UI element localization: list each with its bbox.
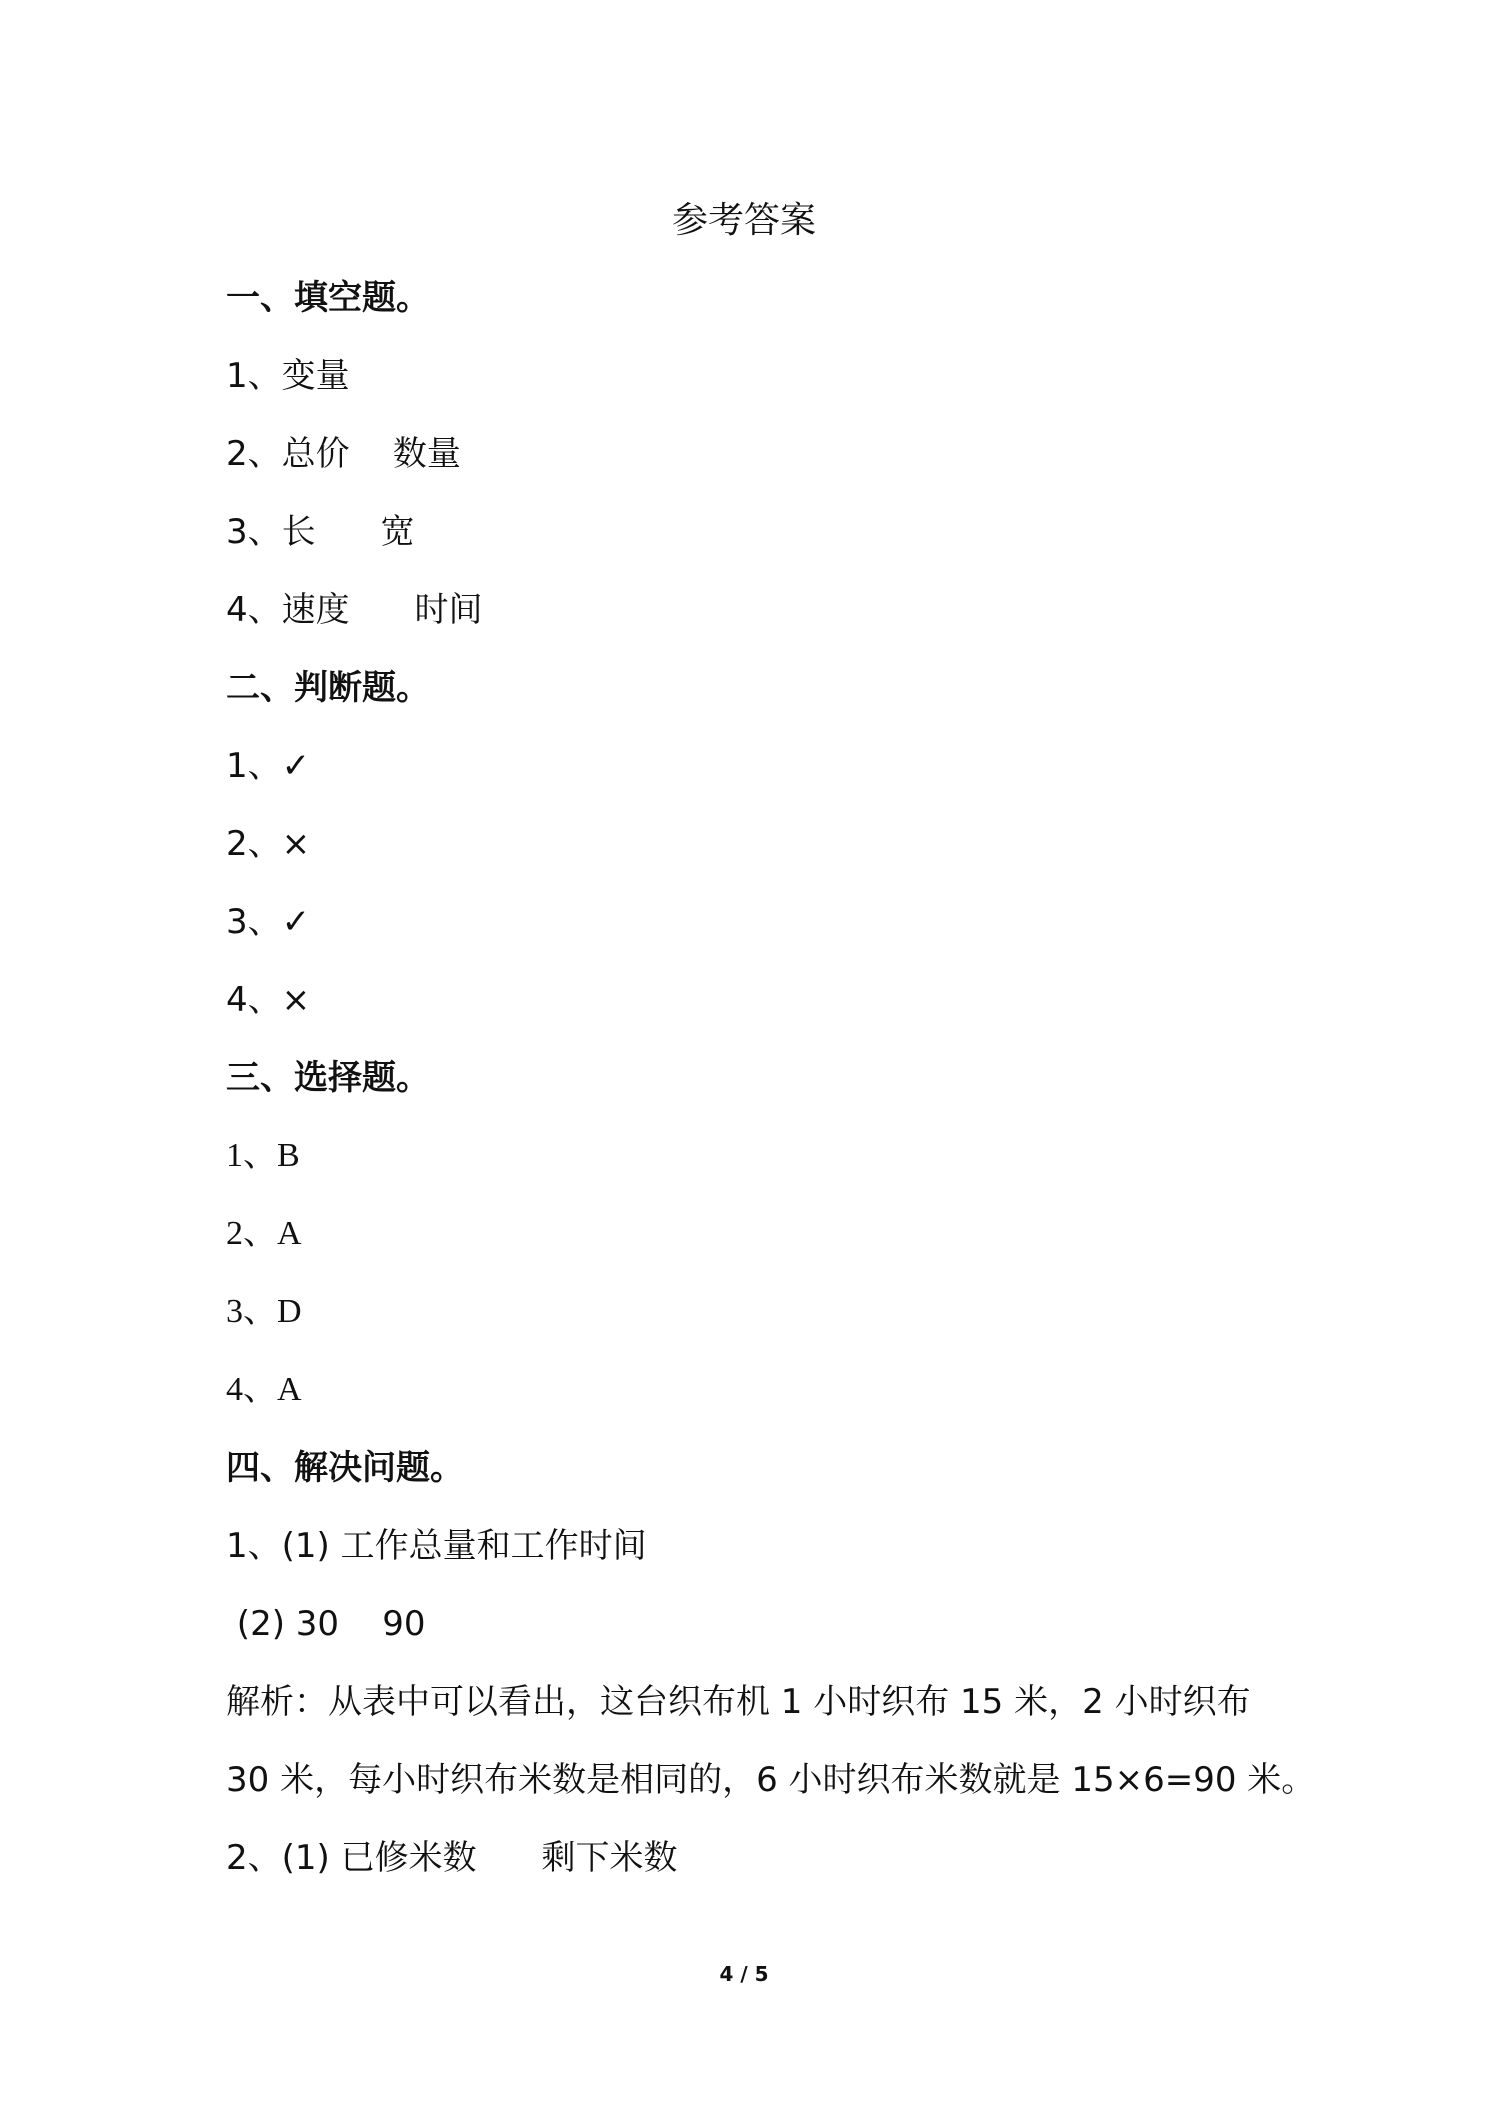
section-heading-fill-blank: 一、填空题。 xyxy=(226,278,430,318)
page-title: 参考答案 xyxy=(671,200,816,241)
answer-item: 4、速度 时间 xyxy=(226,590,483,630)
answer-item: 3、D xyxy=(226,1293,302,1330)
answer-item: 3、✓ xyxy=(226,902,311,942)
answer-item: 1、变量 xyxy=(226,356,350,396)
answer-item: 2、A xyxy=(226,1215,302,1252)
answer-item: 3、长 宽 xyxy=(226,512,415,552)
answer-item: 1、B xyxy=(226,1137,300,1174)
section-heading-problem-solving: 四、解决问题。 xyxy=(226,1448,464,1488)
answer-item: 4、× xyxy=(226,980,311,1020)
explanation-line: 解析：从表中可以看出，这台织布机 1 小时织布 15 米，2 小时织布 xyxy=(226,1682,1251,1722)
answer-item: 2、总价 数量 xyxy=(226,434,461,474)
answer-item: 1、(1) 工作总量和工作时间 xyxy=(226,1526,647,1566)
answer-item: 4、A xyxy=(226,1371,302,1408)
explanation-line: 30 米，每小时织布米数是相同的，6 小时织布米数就是 15×6=90 米。 xyxy=(226,1760,1316,1800)
section-heading-multiple-choice: 三、选择题。 xyxy=(226,1058,430,1098)
answer-item: (2) 30 90 xyxy=(226,1604,426,1644)
answer-item: 2、(1) 已修米数 剩下米数 xyxy=(226,1838,678,1878)
page-indicator: 4 / 5 xyxy=(719,1962,769,1986)
answer-item: 2、× xyxy=(226,824,311,864)
section-heading-true-false: 二、判断题。 xyxy=(226,668,430,708)
answer-item: 1、✓ xyxy=(226,746,311,786)
